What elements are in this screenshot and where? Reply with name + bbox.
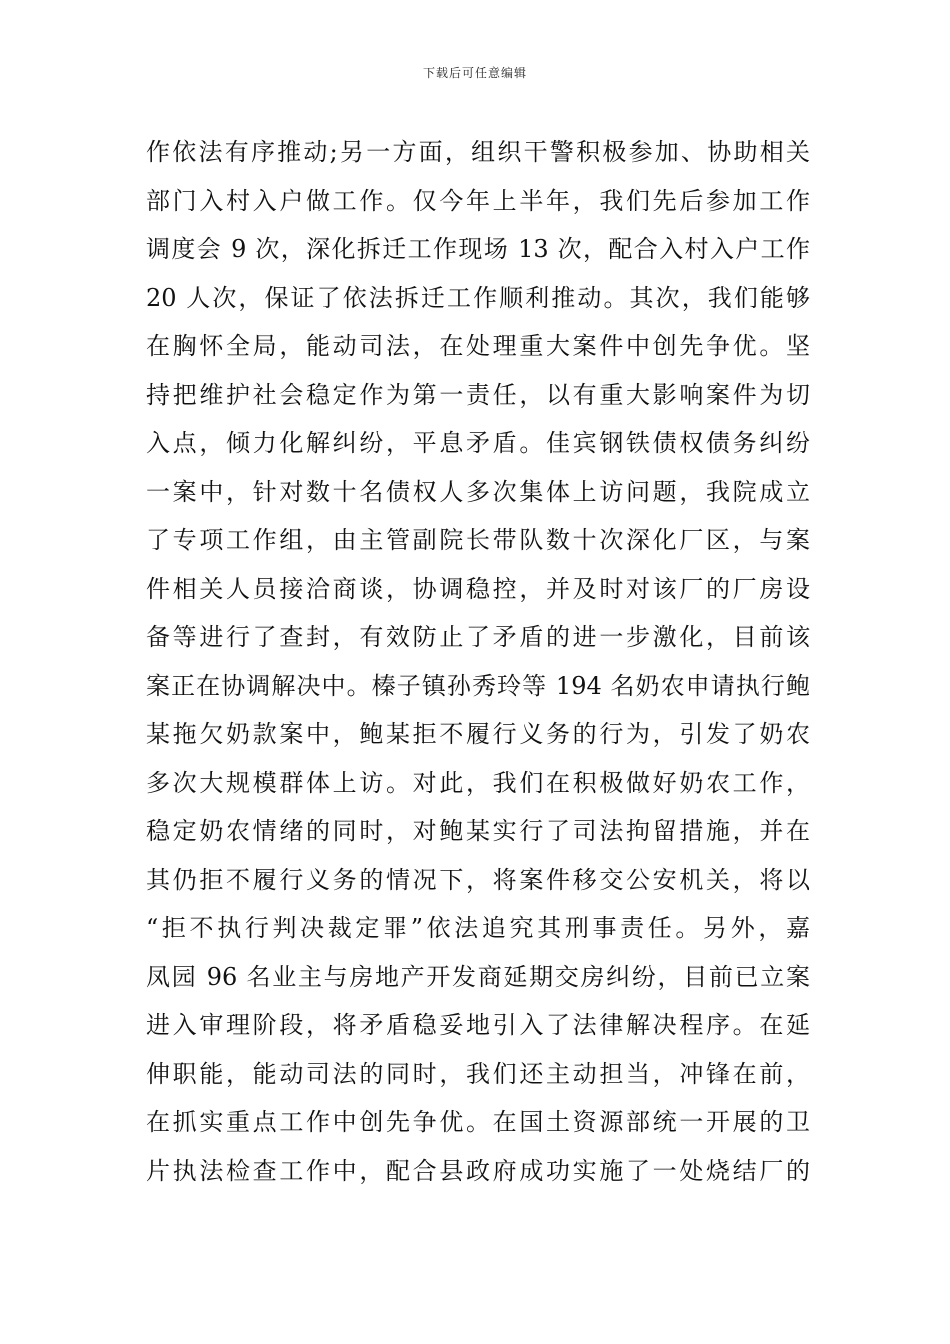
body-line: 入点，倾力化解纠纷，平息矛盾。佳宾钢铁债权债务纠纷: [146, 429, 810, 457]
document-body: [146, 128, 810, 1195]
body-line: 在胸怀全局，能动司法，在处理重大案件中创先争优。坚: [146, 332, 810, 360]
body-line: 片执法检查工作中，配合县政府成功实施了一处烧结厂的: [146, 1156, 810, 1185]
body-line: 作依法有序推动;另一方面，组织干警积极参加、协助相关: [146, 138, 810, 166]
body-line: 20 人次，保证了依法拆迁工作顺利推动。其次，我们能够: [146, 283, 810, 312]
body-line: 了专项工作组，由主管副院长带队数十次深化厂区，与案: [146, 526, 810, 554]
body-line: 案正在协调解决中。榛子镇孙秀玲等 194 名奶农申请执行鲍: [146, 671, 810, 700]
body-line: 稳定奶农情绪的同时，对鲍某实行了司法拘留措施，并在: [146, 817, 810, 845]
body-line: 件相关人员接洽商谈，协调稳控，并及时对该厂的厂房设: [146, 574, 810, 603]
body-line: 某拖欠奶款案中，鲍某拒不履行义务的行为，引发了奶农: [146, 720, 810, 748]
body-line: 备等进行了查封，有效防止了矛盾的进一步激化，目前该: [146, 623, 810, 651]
body-line: “拒不执行判决裁定罪”依法追究其刑事责任。另外，嘉: [146, 914, 810, 942]
body-line: 部门入村入户做工作。仅今年上半年，我们先后参加工作: [146, 186, 810, 215]
body-line: 一案中，针对数十名债权人多次集体上访问题，我院成立: [146, 477, 810, 506]
body-line: 其仍拒不履行义务的情况下，将案件移交公安机关，将以: [146, 865, 810, 894]
body-line: 在抓实重点工作中创先争优。在国土资源部统一开展的卫: [146, 1108, 810, 1136]
body-line: 进入审理阶段，将矛盾稳妥地引入了法律解决程序。在延: [146, 1011, 810, 1039]
page-header: 下载后可任意编辑: [422, 66, 527, 80]
body-line: 伸职能，能动司法的同时，我们还主动担当，冲锋在前，: [146, 1059, 810, 1088]
body-line: 调度会 9 次，深化拆迁工作现场 13 次，配合入村入户工作: [146, 235, 810, 263]
body-line: 持把维护社会稳定作为第一责任，以有重大影响案件为切: [146, 380, 810, 409]
body-line: 多次大规模群体上访。对此，我们在积极做好奶农工作，: [146, 768, 810, 797]
body-line: 凤园 96 名业主与房地产开发商延期交房纠纷，目前已立案: [146, 962, 810, 991]
